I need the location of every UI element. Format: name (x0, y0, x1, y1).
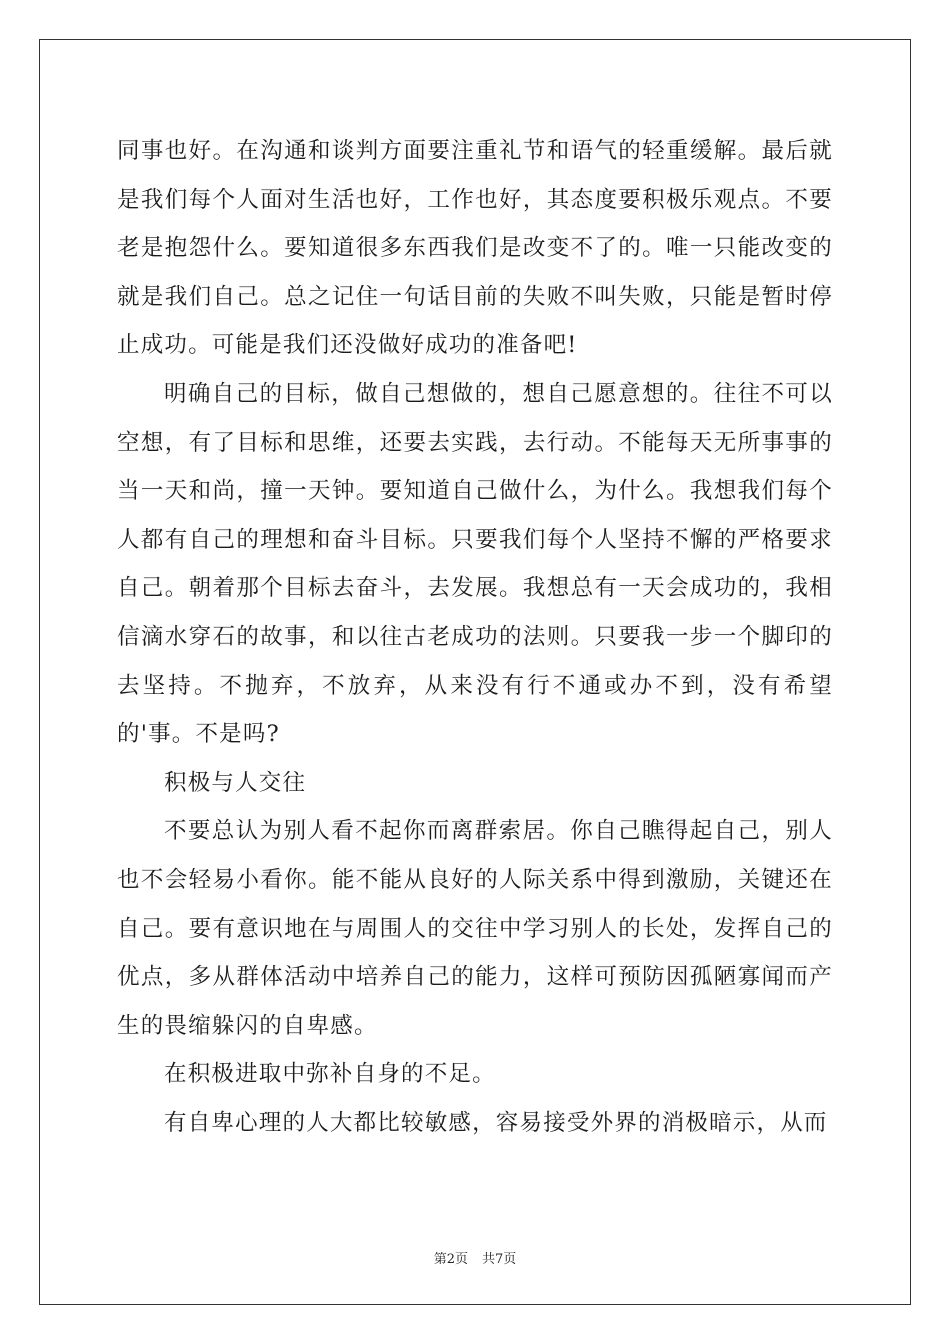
section-heading-progress: 在积极进取中弥补自身的不足。 (164, 1061, 496, 1088)
page-number: 第2页 (433, 1252, 468, 1267)
document-body (117, 127, 833, 1147)
paragraph-3: 不要总认为别人看不起你而离群索居。你自己瞧得起自己，别人也不会轻易小看你。能不能从良好的人际关系中得到激励，关键还在自己。要有意识地在与周围人的交往中学习别人的长处，发挥自己的优点，多从群体活动中培养自己的能力，这样可预防因孤陋寡闻而产生的畏缩躲闪的自卑感。 (117, 818, 833, 1039)
paragraph-4: 有自卑心理的人大都比较敏感，容易接受外界的消极暗示，从而 (164, 1109, 828, 1136)
paragraph-2: 明确自己的目标，做自己想做的，想自己愿意想的。往往不可以空想，有了目标和思维，还要去实践，去行动。不能每天无所事事的当一天和尚，撞一天钟。要知道自己做什么，为什么。我想我们每个人都有自己的理想和奋斗目标。只要我们每个人坚持不懈的严格要求自己。朝着那个目标去奋斗，去发展。我想总有一天会成功的，我相信滴水穿石的故事，和以往古老成功的法则。只要我一步一个脚印的去坚持。不抛弃，不放弃，从来没有行不通或办不到，没有希望的'事。不是吗? (117, 380, 833, 748)
paragraph-1: 同事也好。在沟通和谈判方面要注重礼节和语气的轻重缓解。最后就是我们每个人面对生活也好，工作也好，其态度要积极乐观点。不要老是抱怨什么。要知道很多东西我们是改变不了的。唯一只能改变的就是我们自己。总之记住一句话目前的失败不叫失败，只能是暂时停止成功。可能是我们还没做好成功的准备吧! (117, 138, 833, 359)
section-heading-social: 积极与人交往 (164, 769, 307, 796)
page-total: 共7页 (482, 1252, 517, 1267)
page-footer (0, 1248, 950, 1267)
